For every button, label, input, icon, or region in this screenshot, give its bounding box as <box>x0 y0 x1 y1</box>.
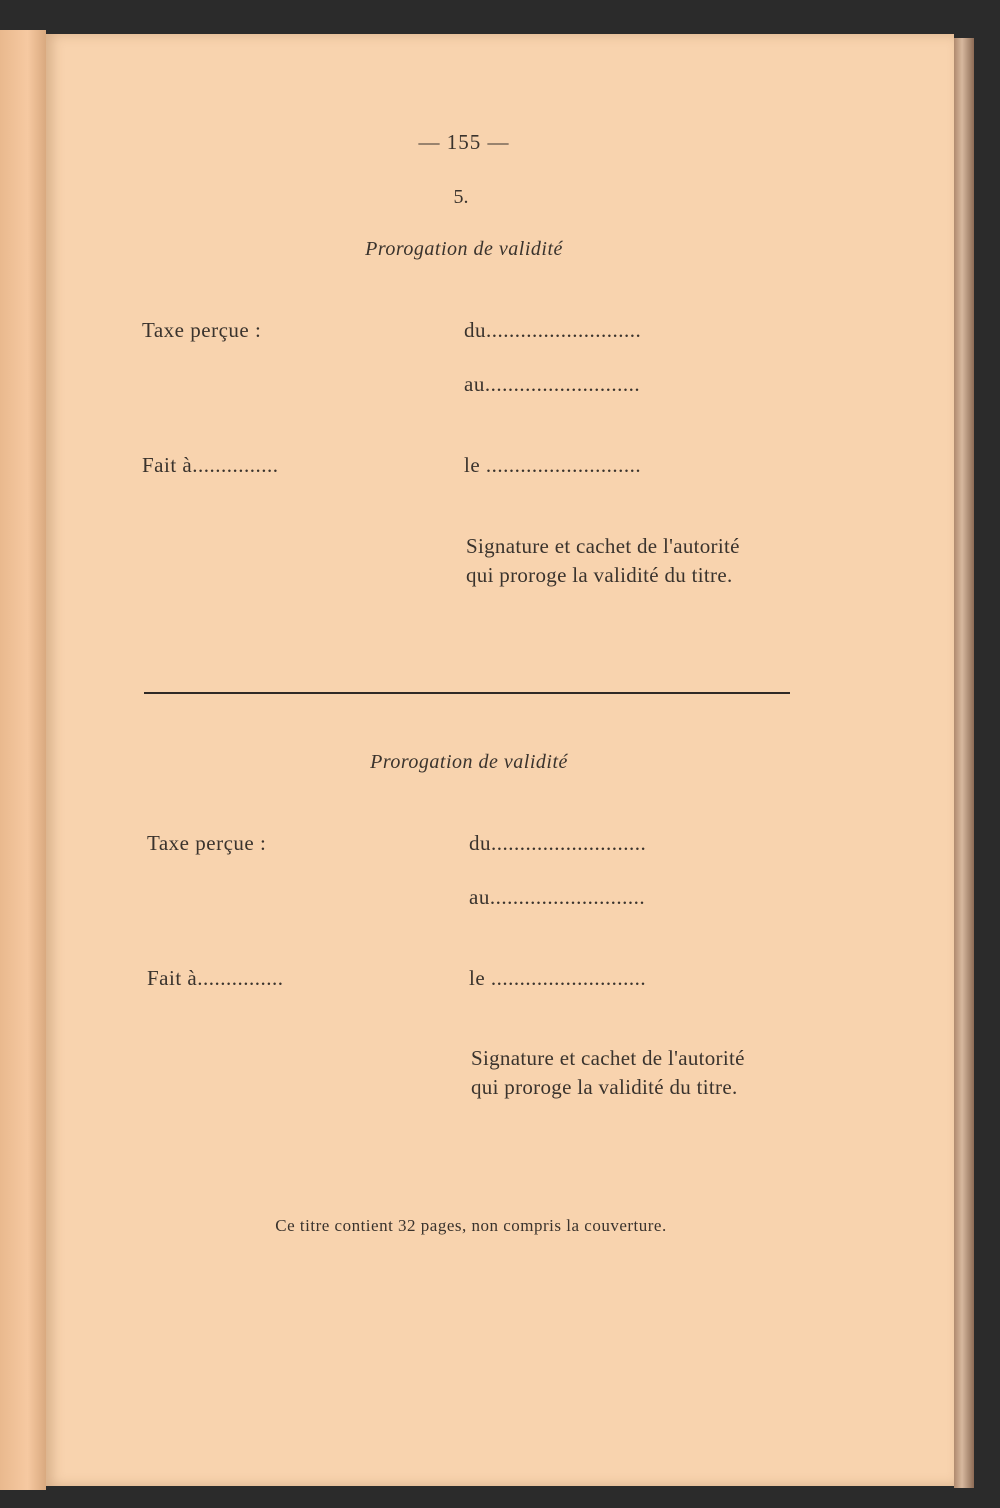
place-field: Fait à............... <box>142 453 279 477</box>
date-from-field: du........................... <box>469 831 647 855</box>
page-number: — 155 — <box>418 130 510 154</box>
date-signed-field: le ........................... <box>464 453 642 477</box>
section-divider <box>144 692 790 694</box>
signature-line-1: Signature et cachet de l'autorité <box>471 1046 745 1070</box>
tax-paid-label: Taxe perçue : <box>147 831 267 855</box>
section-heading: Prorogation de validité <box>370 751 568 773</box>
date-from-field: du........................... <box>464 318 642 342</box>
date-to-field: au........................... <box>469 885 646 909</box>
page-stack-edge <box>954 38 974 1488</box>
section-heading: Prorogation de validité <box>365 238 563 260</box>
tax-paid-label: Taxe perçue : <box>142 318 262 342</box>
place-field: Fait à............... <box>147 966 284 990</box>
facing-page-edge <box>0 30 46 1490</box>
signature-caption <box>471 1044 745 1102</box>
signature-line-2: qui proroge la validité du titre. <box>466 563 733 587</box>
signature-line-1: Signature et cachet de l'autorité <box>466 534 740 558</box>
date-signed-field: le ........................... <box>469 966 647 990</box>
signature-line-2: qui proroge la validité du titre. <box>471 1075 738 1099</box>
signature-caption <box>466 532 740 590</box>
date-to-field: au........................... <box>464 372 641 396</box>
footer-note: Ce titre contient 32 pages, non compris la couverture. <box>275 1216 667 1235</box>
section-number: 5. <box>453 186 469 208</box>
